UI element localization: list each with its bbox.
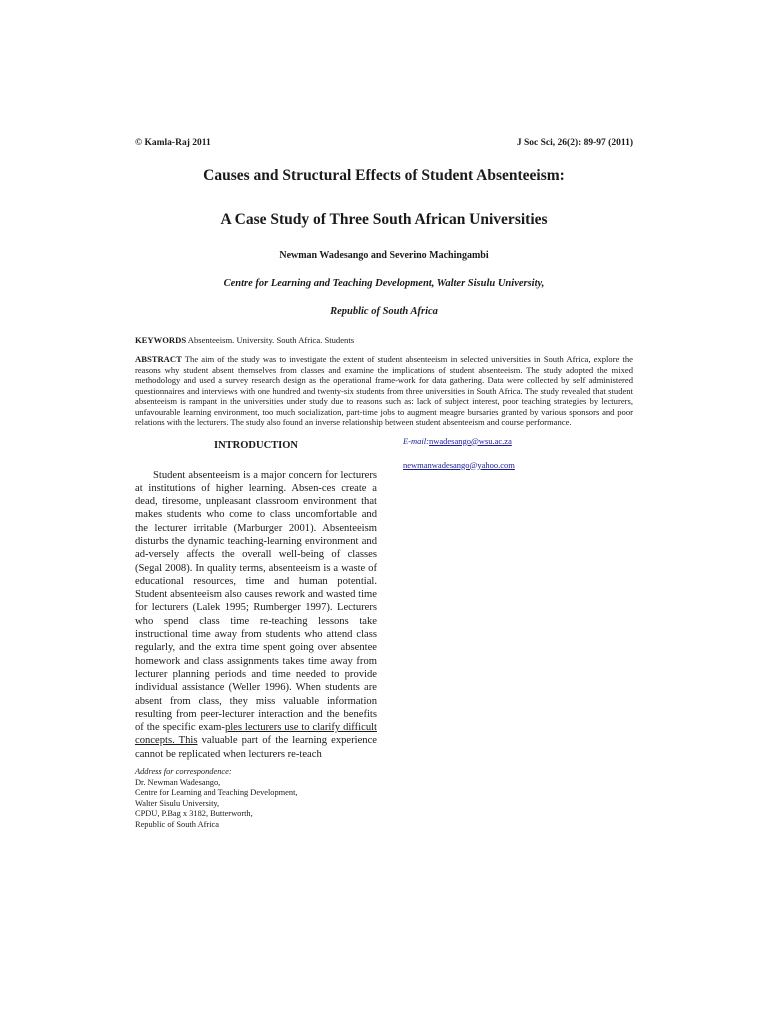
author-list: Newman Wadesango and Severino Machingambi: [279, 250, 489, 261]
running-header: [135, 138, 633, 148]
correspondence-line: Centre for Learning and Teaching Development,: [135, 788, 298, 798]
keywords-text: Absenteeism. University. South Africa. Students: [186, 335, 355, 345]
correspondence-line: CPDU, P.Bag x 3182, Butterworth,: [135, 809, 253, 819]
introduction-text-part-2: valuable part of the learning experience cannot be replicated when lecturers re-teach: [135, 735, 377, 760]
correspondence-line: Dr. Newman Wadesango,: [135, 777, 221, 787]
email-primary: [403, 436, 633, 447]
affiliation-line-1: Centre for Learning and Teaching Development, Walter Sisulu University,: [223, 278, 545, 289]
abstract-section: [135, 354, 633, 428]
email-link-secondary[interactable]: newmanwadesango@yahoo.com: [403, 459, 515, 470]
two-column-body: [135, 436, 633, 831]
paper-title: Causes and Structural Effects of Student Absenteeism:: [203, 167, 565, 184]
correspondence-address: [135, 767, 377, 830]
keywords-section: [135, 335, 633, 345]
correspondence-label: Address for correspondence:: [135, 767, 232, 777]
introduction-text-underlined: ples lecturers use to clarify difficult concepts. This: [135, 722, 377, 747]
introduction-text-part-1: Student absenteeism is a major concern for lecturers at institutions of higher learning. Absen-ces create a dead, tiresome, unpleasant classroom environment that makes students who come to class uncomfortable and the lecturer irritable (Marburger 2001). Absenteeism disturbs the dynamic teaching-learning environment and ad-versely affects the overall well-being of classes (Segal 2008). In quality terms, absenteeism is a waste of educational resources, time and human potential. Student absenteeism also causes rework and wasted time for lecturers (Lalek 1995; Rumberger 1997). Lecturers who spend class time re-teaching lessons take instructional time away from students who attend class regularly, and the extra time spent going over absentee homework and class assignments takes time away from lecturer planning periods and time needed to provide individual assistance (Weller 1996). When students are absent from class, they miss valuable information resulting from peer-lecturer interaction and the benefits of the specific exam-: [135, 469, 377, 734]
introduction-paragraph: [135, 469, 377, 762]
correspondence-line: Republic of South Africa: [135, 819, 219, 829]
email-secondary: [403, 460, 633, 471]
abstract-label: ABSTRACT: [135, 354, 182, 364]
keywords-label: KEYWORDS: [135, 335, 187, 345]
left-column: [135, 436, 377, 831]
paper-page: [135, 130, 633, 830]
affiliation-line-2: Republic of South Africa: [330, 306, 438, 317]
right-column: [403, 436, 633, 831]
email-label: E-mail:: [403, 435, 429, 446]
journal-citation: J Soc Sci, 26(2): 89-97 (2011): [516, 138, 633, 148]
paper-subtitle: A Case Study of Three South African Universities: [220, 211, 548, 228]
email-link-primary[interactable]: nwadesango@wsu.ac.za: [428, 435, 512, 446]
correspondence-line: Walter Sisulu University,: [135, 798, 220, 808]
introduction-heading: INTRODUCTION: [213, 439, 298, 451]
copyright-notice: © Kamla-Raj 2011: [135, 138, 211, 148]
abstract-text: The aim of the study was to investigate the extent of student absenteeism in selected universities in South Africa, explore the reasons why student absent themselves from classes and examine the implications of student absenteeism. The study adopted the mixed methodology and used a survey research design as the operational frame-work for data gathering. Data were collected by self administered questionnaires and interviews with one hundred and twenty-six students from three universities in South Africa. The study revealed that student absenteeism is rampant in the universities under study due to reasons such as: lack of subject interest, poor teaching strategies by lecturers, unfavourable learning environment, too much socialization, part-time jobs to augment meagre bursaries granted by various sponsors and poor relations with the lecturers. The study also found an inverse relationship between student absenteeism and course performance.: [135, 354, 633, 427]
